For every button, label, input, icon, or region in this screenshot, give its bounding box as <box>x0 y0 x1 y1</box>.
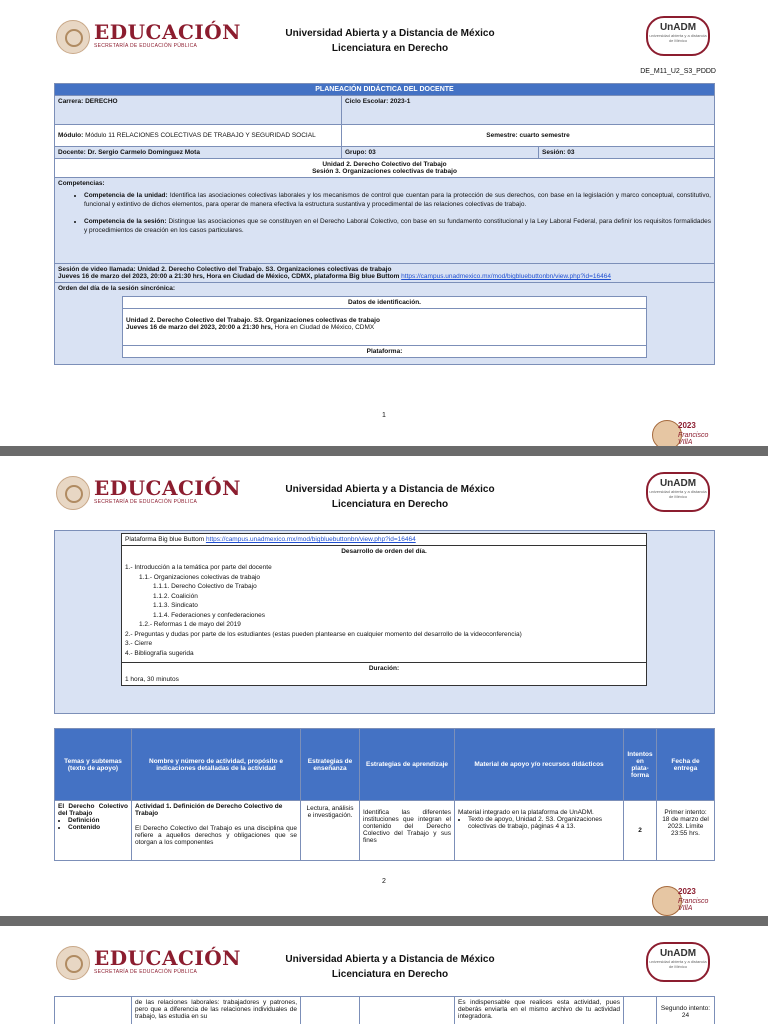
page-2 <box>0 456 768 916</box>
modulo: Módulo: Módulo 11 RELACIONES COLECTIVAS DE TRABAJO Y SEGURIDAD SOCIAL <box>55 125 342 147</box>
planning-table <box>54 83 715 365</box>
villa-2023-badge: 2023 Francisco VIllA <box>652 882 710 916</box>
aprendizaje-cell: Identifica las diferentes instituciones que integran el contenido del Derecho Colectivo del Trabajo y sus fines <box>360 801 455 861</box>
orden-del-dia: Orden del día de la sesión sincrónica: Datos de identificación. Unidad 2. Derecho Colectivo del Trabajo. S3. Organizaciones colectivas de trabajo Jueves 16 de marzo del 2023, 20:00 a 21:30 hrs, Hora en Ciudad de México, CDMX Plataforma: <box>55 283 715 365</box>
header-title: Universidad Abierta y a Distancia de México Licenciatura en Derecho <box>285 28 495 54</box>
page-1 <box>0 0 768 446</box>
docente: Docente: Dr. Sergio Carmelo Domínguez Mota <box>55 147 342 159</box>
page-number: 2 <box>382 878 386 885</box>
competencias: Competencias: • Competencia de la unidad: Identifica las asociaciones colectivas laborales y los mecanismos de control que cuentan para la protección de sus derechos, con base en la legislación y marco conceptual, constitutivo, funcional y extintivo de dichos elementos, para operar de manera efectiva la estructura sustantiva y procedimental de las relaciones colectivas de trabajo. • Competencia de la sesión: Distingue las asociaciones que se constituyen en el Derecho Laboral Colectivo, con base en su fundamento constitucional y la Ley Laboral Federal, para definir los requisitos formalidades y procedimientos de creación en los casos particulares. <box>55 178 715 264</box>
competencia-sesion: • Competencia de la sesión: Distingue las asociaciones que se constituyen en el Derecho Laboral Colectivo, con base en su fundamento constitucional y la Ley Laboral Federal, para definir los requisitos formalidades y procedimientos de creación en los casos particulares. <box>84 217 711 235</box>
sep-logo: EDUCACIÓN SECRETARÍA DE EDUCACIÓN PÚBLICA <box>56 474 216 514</box>
video-session: Sesión de video llamada: Unidad 2. Derecho Colectivo del Trabajo. S3. Organizaciones colectivas de trabajo Jueves 16 de marzo del 2023, 20:00 a 21:30 hrs, Hora en Ciudad de México, CDMX, plataforma Big blue Buttom https://campus.unadmexico.mx/mod/bigbluebuttonbn/view.php?id=16464 <box>55 264 715 283</box>
agenda-item: 1.1.2. Coalición <box>153 592 198 600</box>
competencia-unidad: • Competencia de la unidad: Identifica las asociaciones colectivas laborales y los mecanismos de control que cuentan para la protección de sus derechos, con base en la legislación y marco conceptual, constitutivo, funcional y extintivo de dichos elementos, para operar de manera efectiva la estructura sustantiva y procedimental de las relaciones colectivas de trabajo. <box>84 191 711 209</box>
unadm-logo: UnADM universidad abierta y a distancia de México <box>646 472 710 512</box>
fecha-cell: Segundo intento: 24 <box>657 997 715 1024</box>
activities-table-cont <box>54 996 715 1024</box>
agenda-outline <box>125 563 643 658</box>
planning-band: PLANEACIÓN DIDÁCTICA DEL DOCENTE <box>55 84 715 96</box>
unidad-sesion: Unidad 2. Derecho Colectivo del Trabajo Sesión 3. Organizaciones colectivas de trabajo <box>55 159 715 178</box>
ciclo-escolar: Ciclo Escolar: 2023-1 <box>342 96 715 125</box>
desarrollo-table: Plataforma Big blue Buttom https://campus.unadmexico.mx/mod/bigbluebuttonbn/view.php?id=16464 Desarrollo de orden del día. 1.- Introducción a la temática por parte del docente 1.1.- Organizaciones colectivas de trabajo 1.1.1. Derecho Colectivo de Trabajo 1.1.2. Coalición 1.1.3. Sindicato 1.1.4. Federaciones y confederaciones 1.2.- Reformas 1 de mayo del 2019 2.- Preguntas y dudas por parte de los estudiantes (estas pueden plantearse en cualquier momento del desarrollo de la videoconferencia) 3.- Cierre 4.- Bibliografía sugerida Duración: 1 hora, 30 minutos <box>121 533 647 686</box>
agenda-item: 1.- Introducción a la temática por parte del docente <box>125 564 272 571</box>
sep-logo: EDUCACIÓN SECRETARÍA DE EDUCACIÓN PÚBLICA <box>56 944 216 984</box>
grupo: Grupo: 03 <box>342 147 539 159</box>
intentos-cell: 2 <box>624 801 657 861</box>
agenda-item: 1.2.- Reformas 1 de mayo del 2019 <box>139 621 241 628</box>
bbb-link[interactable]: https://campus.unadmexico.mx/mod/bigbluebuttonbn/view.php?id=16464 <box>401 273 611 280</box>
datos-identificacion-table: Datos de identificación. Unidad 2. Derecho Colectivo del Trabajo. S3. Organizaciones colectivas de trabajo Jueves 16 de marzo del 2023, 20:00 a 21:30 hrs, Hora en Ciudad de México, CDMX Plataforma: <box>122 296 647 358</box>
page-number: 1 <box>382 412 386 419</box>
villa-2023-badge: 2023 Francisco VIllA <box>652 416 710 446</box>
fecha-cell: Primer intento: 18 de marzo del 2023. Límite 23:55 hrs. <box>657 801 715 861</box>
agenda-item: 1.1.3. Sindicato <box>153 602 198 609</box>
orden-continuation <box>54 530 715 714</box>
mexico-seal-icon <box>56 476 90 510</box>
mexico-seal-icon <box>56 20 90 54</box>
agenda-item: 4.- Bibliografía sugerida <box>125 649 194 657</box>
document-code: DE_M11_U2_S3_PDDD <box>640 68 716 75</box>
sesion: Sesión: 03 <box>539 147 715 159</box>
agenda-item: 3.- Cierre <box>125 640 153 647</box>
header-title: Universidad Abierta y a Distancia de México Licenciatura en Derecho <box>285 484 495 510</box>
semestre: Semestre: cuarto semestre <box>342 125 715 147</box>
agenda-item: 1.1.- Organizaciones colectivas de trabajo <box>139 573 261 581</box>
bbb-link[interactable]: https://campus.unadmexico.mx/mod/bigbluebuttonbn/view.php?id=16464 <box>205 536 416 543</box>
agenda-item: 1.1.4. Federaciones y confederaciones <box>153 611 266 619</box>
carrera: Carrera: DERECHO <box>55 96 342 125</box>
ensenanza-cell: Lectura, análisis e investigación. <box>301 801 360 861</box>
activities-table: Temas y subtemas (texto de apoyo) Nombre y número de actividad, propósito e indicaciones detalladas de la actividad Estrategias de enseñanza Estrategias de aprendizaje Material de apoyo y/o recursos didácticos Intentos en plata-forma Fecha de entrega El Derecho Colectivo del Trabajo • Definición • Contenido Actividad 1. Definición de Derecho Colectivo de Trabajo El Derecho Colectivo del Trabajo es una disciplina que refiere a aquellos derechos y obligaciones que se otorgan a los componentes Lectura, análisis e investigación. Identifica las diferentes instituciones que integran el contenido del Derecho Colectivo del Trabajo y sus fines Material integrado en la plataforma de UnADM. • Texto de apoyo, Unidad 2. S3. Organizaciones colectivas de trabajo, páginas 4 a 13. 2 Primer intento: 18 de marzo del 2023. Límite 23:55 hrs. <box>54 728 715 861</box>
actividad-cell: Actividad 1. Definición de Derecho Colectivo de Trabajo El Derecho Colectivo del Trabajo es una disciplina que refiere a aquellos derechos y obligaciones que se otorgan a los componentes <box>132 801 301 861</box>
actividad-cell: de las relaciones laborales: trabajadores y patrones, pero que a diferencia de las relaciones individuales de trabajo, las estudia en su <box>132 997 301 1024</box>
agenda-item: 2.- Preguntas y dudas por parte de los estudiantes (estas pueden plantearse en cualquier momento del desarrollo de la videoconferencia) <box>125 630 522 638</box>
sep-logo: EDUCACIÓN SECRETARÍA DE EDUCACIÓN PÚBLICA <box>56 18 216 58</box>
unadm-logo: UnADM universidad abierta y a distancia de México <box>646 16 710 56</box>
temas-cell: El Derecho Colectivo del Trabajo • Definición • Contenido <box>55 801 132 861</box>
mexico-seal-icon <box>56 946 90 980</box>
page-3 <box>0 926 768 1024</box>
header-title: Universidad Abierta y a Distancia de México Licenciatura en Derecho <box>285 954 495 980</box>
material-cell: Es indispensable que realices esta actividad, pues deberás enviarla en el mismo archivo de tu actividad integradora. <box>455 997 624 1024</box>
unadm-logo: UnADM universidad abierta y a distancia de México <box>646 942 710 982</box>
material-cell: Material integrado en la plataforma de UnADM. • Texto de apoyo, Unidad 2. S3. Organizaciones colectivas de trabajo, páginas 4 a 13. <box>455 801 624 861</box>
agenda-item: 1.1.1. Derecho Colectivo de Trabajo <box>153 583 257 590</box>
